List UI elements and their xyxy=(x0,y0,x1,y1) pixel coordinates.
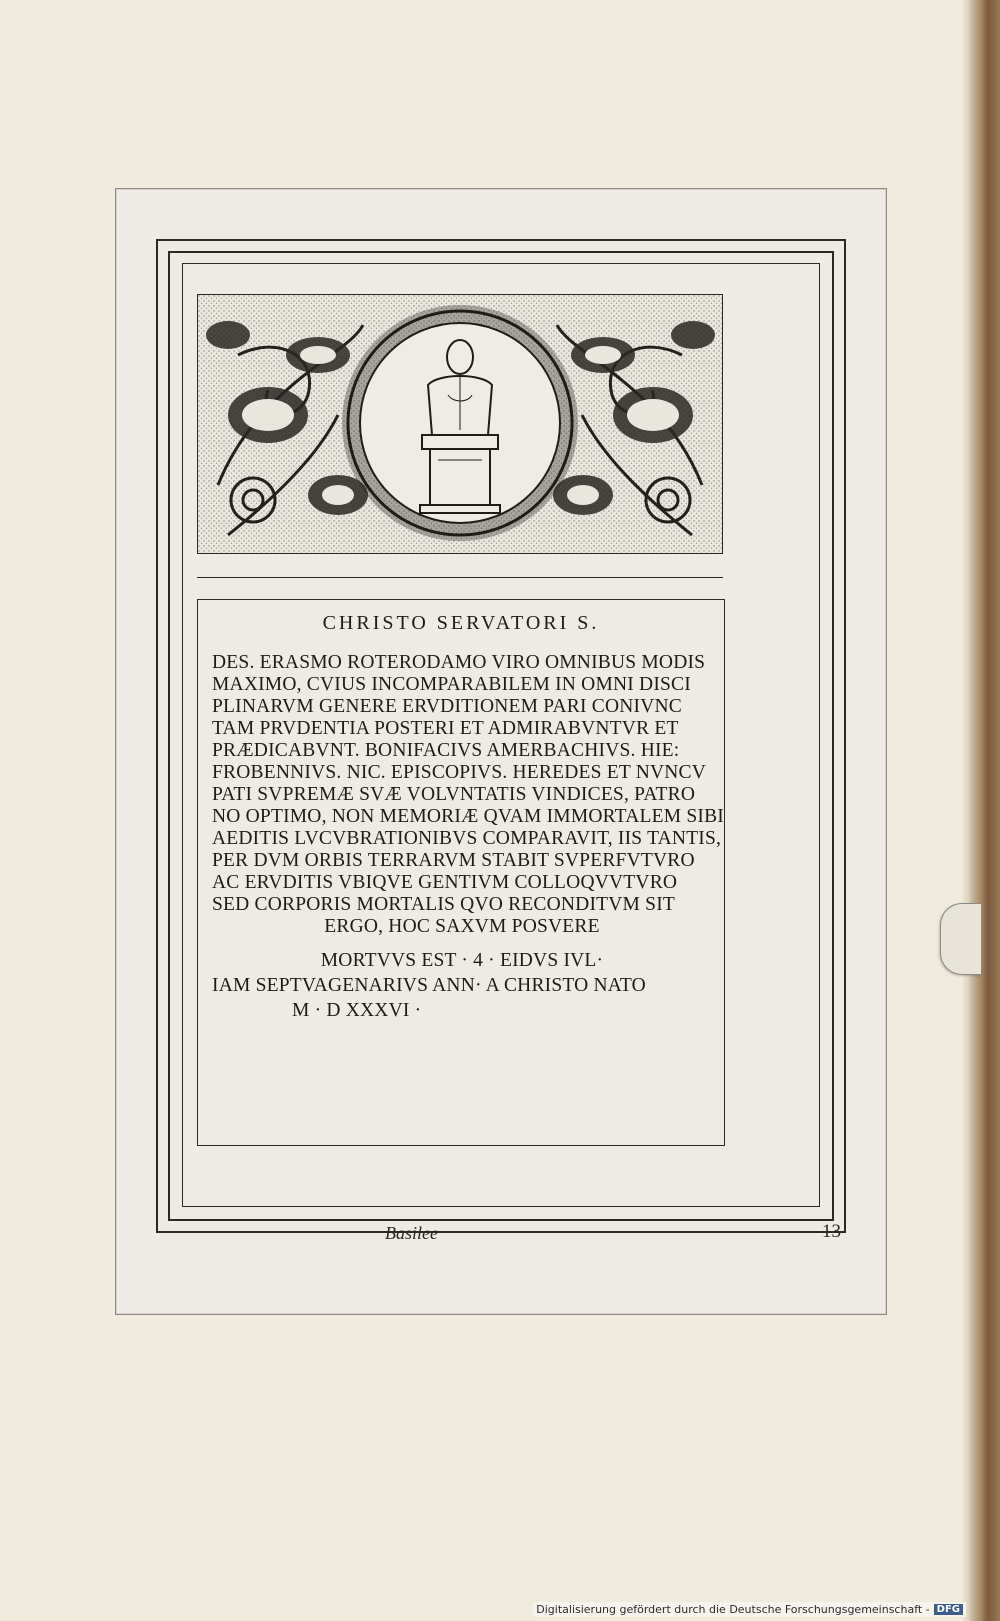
death-line: M · D XXXVI · xyxy=(292,1000,422,1021)
bookmark-tab xyxy=(940,903,981,975)
ornamental-panel xyxy=(197,294,723,554)
digitization-footer xyxy=(533,1602,966,1617)
inscription-text xyxy=(212,652,724,938)
inscription-line: NO OPTIMO, NON MEMORIÆ QVAM IMMORTALEM SIBI xyxy=(212,806,724,827)
inscription-line: AC ERVDITIS VBIQVE GENTIVM COLLOQVVTVRO xyxy=(212,872,678,893)
place-label: Basilee xyxy=(385,1223,438,1243)
inscription-line: PLINARVM GENERE ERVDITIONEM PARI CONIVNC xyxy=(212,696,682,717)
bust-roundel-illustration xyxy=(198,295,722,553)
outer-frame xyxy=(156,239,846,1233)
engraved-plate xyxy=(115,188,887,1315)
inscription-line: SED CORPORIS MORTALIS QVO RECONDITVM SIT xyxy=(212,894,676,915)
footer-text: Digitalisierung gefördert durch die Deutsche Forschungsgemeinschaft - xyxy=(536,1603,930,1616)
dfg-logo: DFG xyxy=(934,1604,963,1615)
death-line: MORTVVS EST · 4 · EIDVS IVL· xyxy=(320,950,604,971)
divider-rule xyxy=(197,577,723,578)
inscription-line: MAXIMO, CVIUS INCOMPARABILEM IN OMNI DISCI xyxy=(212,674,691,695)
middle-frame xyxy=(168,251,834,1221)
inscription-line: AEDITIS LVCVBRATIONIBVS COMPARAVIT, IIS TANTIS, xyxy=(212,828,722,849)
inscription-line: PER DVM ORBIS TERRARVM STABIT SVPERFVTVRO xyxy=(212,850,695,871)
death-line: IAM SEPTVAGENARIVS ANN· A CHRISTO NATO xyxy=(212,975,646,996)
inscription-line: DES. ERASMO ROTERODAMO VIRO OMNIBUS MODIS xyxy=(212,652,706,673)
inscription-heading: CHRISTO SERVATORI S. xyxy=(322,612,600,634)
inscription-line: FROBENNIVS. NIC. EPISCOPIVS. HEREDES ET NVNCV xyxy=(212,762,707,783)
page-edge xyxy=(962,0,970,1621)
inscription-panel xyxy=(197,599,725,1146)
inscription-line: ERGO, HOC SAXVM POSVERE xyxy=(324,916,600,937)
book-spine xyxy=(970,0,1000,1621)
page-number: 13 xyxy=(822,1221,841,1242)
inscription-line: PATI SVPREMÆ SVÆ VOLVNTATIS VINDICES, PATRO xyxy=(212,784,696,805)
inscription-line: PRÆDICABVNT. BONIFACIVS AMERBACHIVS. HIE: xyxy=(212,740,680,761)
death-notice xyxy=(212,948,712,1023)
inscription-line: TAM PRVDENTIA POSTERI ET ADMIRABVNTVR ET xyxy=(212,718,679,739)
inner-frame xyxy=(182,263,820,1207)
